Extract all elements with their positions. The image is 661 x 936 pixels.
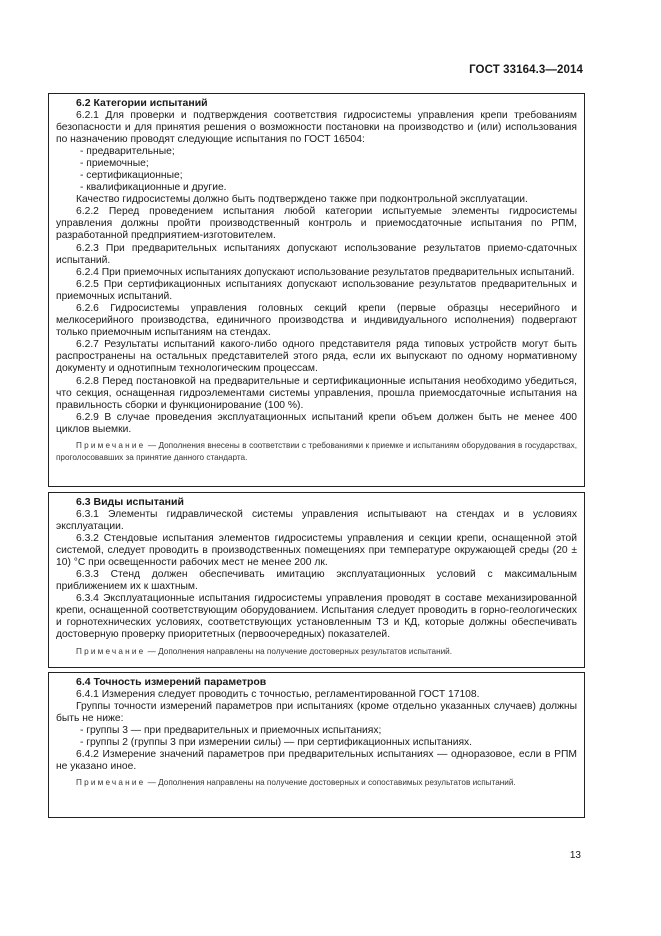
note [56,646,577,658]
section-6-3-frame [48,492,585,668]
page-number: 13 [569,850,581,861]
paragraph: 6.4.2 Измерение значений параметров при предварительных испытаниях — одноразовое, если в РПМ не указано иное. [56,748,577,773]
paragraph: 6.3.2 Стендовые испытания элементов гидросистемы управления и секции крепи, оснащенной этой системой, следует проводить в производственных помещениях при температуре окружающей среды (20 ± 10) °С при освещенности рабочих мест не менее 200 лк. [56,532,577,568]
paragraph: 6.3.3 Стенд должен обеспечивать имитацию эксплуатационных условий с максимальным приближением их к шахтным. [56,568,577,593]
paragraph: 6.4.1 Измерения следует проводить с точностью, регламентированной ГОСТ 17108. [76,688,480,700]
note-label: Примечание [76,646,146,656]
note [56,777,577,789]
paragraph: 6.2.9 В случае проведения эксплуатационных испытаний крепи объем должен быть не менее 400 циклов выемки. [56,411,577,435]
list-item: - приемочные; [80,157,149,169]
note [56,440,577,464]
paragraph: 6.3.4 Эксплуатационные испытания гидросистемы управления проводят в составе механизированной крепи, оснащенной соответствующим оборудованием. Испытания следует проводить в горно-геологических и горнотехнических условиях, соответствующих установленным ТЗ и КД, которые должны обеспечивать достоверную проверку приоритетных (первоочередных) показателей. [56,593,577,641]
paragraph: 6.2.5 При сертификационных испытаниях допускают использование результатов предварительных и приемочных испытаний. [56,278,577,302]
note-text: — Дополнения внесены в соответствии с требованиями к приемке и испытаниям оборудования в государствах, проголосовавших за принятие данного стандарта. [56,441,577,463]
paragraph: Качество гидросистемы должно быть подтверждено также при подконтрольной эксплуатации. [76,194,528,206]
section-6-2-frame [48,93,585,487]
list-item: - группы 2 (группы 3 при измерении силы) — при сертификационных испытаниях. [80,736,473,748]
paragraph: 6.2.2 Перед проведением испытания любой категории испытуемые элементы гидросистемы управления должны пройти производственный контроль и приемосдаточные испытания по РПМ, разработанной предприятием-изготовителем. [56,206,577,242]
paragraph: 6.2.7 Результаты испытаний какого-либо одного представителя ряда типовых устройств могут быть распространены на остальных представителей этого ряда, если их выпускают по одному нормативному документу и однотипным технологическим процессам. [56,339,577,375]
list-item: - предварительные; [80,145,175,157]
section-6-4-frame [48,672,585,818]
paragraph: 6.2.1 Для проверки и подтверждения соответствия гидросистемы управления крепи требованиям безопасности и для принятия решения о возможности постановки на производство и (или) использования по назначению проводят следующие испытания по ГОСТ 16504: [56,109,577,145]
paragraph: 6.2.8 Перед постановкой на предварительные и сертификационные испытания необходимо убедиться, что секция, оснащенная гидроэлементами системы управления, прошла приемосдаточные испытания на правильность сборки и функционирование (100 %). [56,375,577,411]
paragraph: 6.3.1 Элементы гидравлической системы управления испытывают на стендах и в условиях эксплуатации. [56,508,577,532]
list-item: - квалификационные и другие. [80,182,227,194]
paragraph: 6.2.6 Гидросистемы управления головных секций крепи (первые образцы несерийного и мелкосерийного производства, единичного производства и индивидуального исполнения) подвергают только приемочным испытаниям на стендах. [56,303,577,339]
paragraph: 6.2.4 При приемочных испытаниях допускают использование результатов предварительных испытаний. [76,266,575,278]
list-item: - сертификационные; [80,169,183,181]
paragraph: 6.2.3 При предварительных испытаниях допускают использование результатов приемо-сдаточных испытаний. [56,242,577,266]
document-header: ГОСТ 33164.3—2014 [469,64,583,76]
note-text: — Дополнения направлены на получение достоверных и сопоставимых результатов испытаний. [145,778,516,788]
note-text: — Дополнения направлены на получение достоверных результатов испытаний. [145,646,453,656]
section-heading: 6.4 Точность измерений параметров [76,676,267,688]
note-label: Примечание [76,778,146,788]
section-heading: 6.3 Виды испытаний [76,496,184,508]
paragraph: Группы точности измерений параметров при испытаниях (кроме отдельно указанных случаев) должны быть не ниже: [56,700,577,724]
note-label: Примечание [76,441,146,451]
section-heading: 6.2 Категории испытаний [76,97,208,109]
list-item: - группы 3 — при предварительных и приемочных испытаниях; [80,724,382,736]
